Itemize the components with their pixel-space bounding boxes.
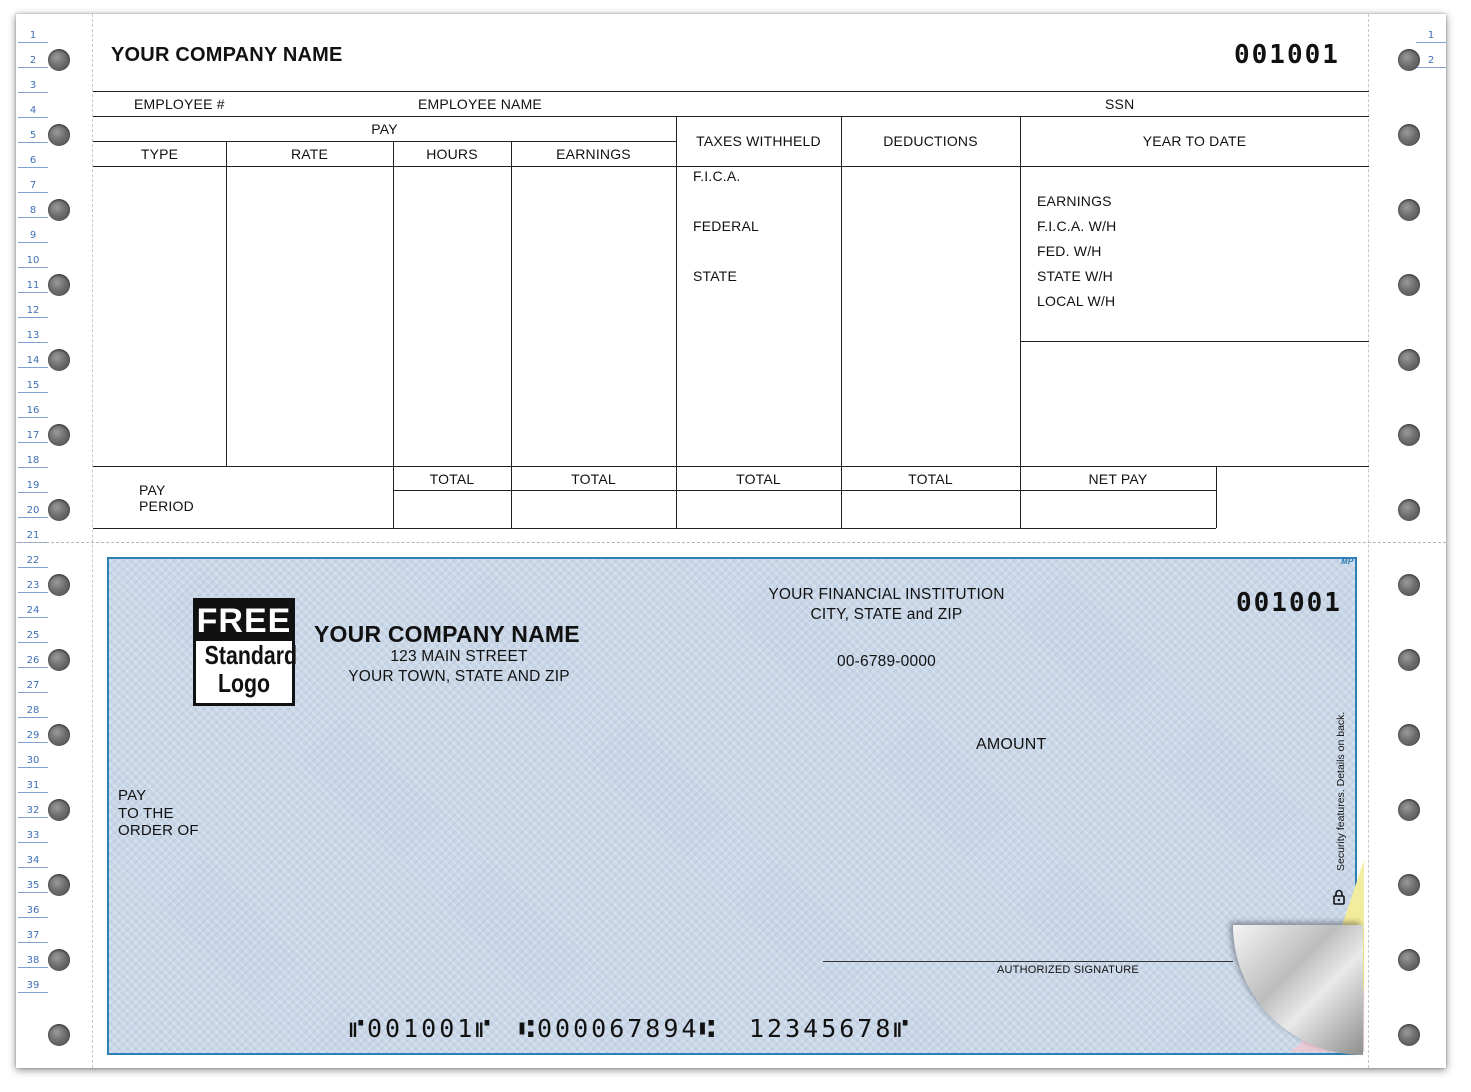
line-number: 23 <box>18 580 48 593</box>
line-number: 20 <box>18 505 48 518</box>
year-to-date-header: YEAR TO DATE <box>1142 133 1247 149</box>
type-column-header: TYPE <box>140 146 179 162</box>
pay-period-label-line2: PERIOD <box>139 498 194 514</box>
line-number: 9 <box>18 230 48 243</box>
rate-column-header: RATE <box>290 146 329 162</box>
order-of-label: ORDER OF <box>118 822 199 839</box>
signature-line <box>823 961 1233 962</box>
taxes-total-label: TOTAL <box>736 471 781 487</box>
stub-col-divider <box>511 141 512 528</box>
tractor-hole <box>48 1024 70 1046</box>
tractor-hole <box>48 874 70 896</box>
pay-label: PAY <box>118 787 147 804</box>
earnings-total-label: TOTAL <box>571 471 616 487</box>
pay-group-label: PAY <box>371 121 398 137</box>
security-features-text: Security features. Details on back. <box>1335 711 1347 871</box>
stub-rule <box>93 466 1369 467</box>
line-number: 11 <box>18 280 48 293</box>
earnings-column-header: EARNINGS <box>556 146 631 162</box>
stub-rule <box>1020 341 1369 342</box>
line-number: 6 <box>18 155 48 168</box>
routing-fraction: 00-6789-0000 <box>837 653 936 670</box>
stub-col-divider <box>676 116 677 528</box>
line-number: 4 <box>18 105 48 118</box>
line-number: 16 <box>18 405 48 418</box>
line-number: 39 <box>18 980 48 993</box>
tractor-hole <box>1398 1024 1420 1046</box>
logo-logo-text: Logo <box>217 668 271 698</box>
ssn-label: SSN <box>1105 96 1135 112</box>
deductions-header: DEDUCTIONS <box>883 133 978 149</box>
tractor-hole <box>48 199 70 221</box>
hours-total-label: TOTAL <box>429 471 475 487</box>
tractor-hole <box>1398 49 1420 71</box>
logo-free-text: FREE <box>196 602 292 640</box>
line-number: 2 <box>1416 55 1446 68</box>
line-number: 27 <box>18 680 48 693</box>
stub-rule <box>93 91 1369 92</box>
line-number: 30 <box>18 755 48 768</box>
line-number: 13 <box>18 330 48 343</box>
stub-rule <box>393 490 1216 491</box>
taxes-withheld-header: TAXES WITHHELD <box>696 133 821 149</box>
line-number: 31 <box>18 780 48 793</box>
tractor-hole <box>48 349 70 371</box>
tractor-hole <box>48 574 70 596</box>
tractor-hole <box>1398 199 1420 221</box>
tractor-hole <box>1398 349 1420 371</box>
check-body <box>107 557 1357 1055</box>
mp-mark: MP <box>1341 557 1354 566</box>
stub-rule <box>93 141 676 142</box>
tax-item: F.I.C.A. <box>693 168 741 184</box>
tractor-hole <box>1398 499 1420 521</box>
line-number: 18 <box>18 455 48 468</box>
line-number: 36 <box>18 905 48 918</box>
ytd-item: EARNINGS <box>1037 193 1112 209</box>
tractor-hole <box>48 949 70 971</box>
stub-col-divider <box>1216 466 1217 528</box>
stub-company-name: YOUR COMPANY NAME <box>111 44 343 66</box>
tax-item: FEDERAL <box>693 218 759 234</box>
tractor-hole <box>48 799 70 821</box>
deductions-total-label: TOTAL <box>908 471 953 487</box>
to-the-label: TO THE <box>118 805 174 822</box>
tax-item: STATE <box>693 268 738 284</box>
stub-check-number: 001001 <box>1234 40 1340 70</box>
line-number: 14 <box>18 355 48 368</box>
check-number: 001001 <box>1236 588 1342 618</box>
tractor-hole <box>48 274 70 296</box>
employee-number-label: EMPLOYEE # <box>134 96 225 112</box>
ytd-item: FED. W/H <box>1037 243 1102 259</box>
tractor-hole <box>1398 574 1420 596</box>
line-number: 7 <box>18 180 48 193</box>
line-number: 21 <box>18 530 48 543</box>
stub-col-divider <box>841 116 842 528</box>
line-number: 22 <box>18 555 48 568</box>
micr-check-number: ⑈001001⑈ <box>349 1014 494 1043</box>
stub-col-divider <box>226 141 227 466</box>
bank-city: CITY, STATE and ZIP <box>810 606 963 623</box>
line-number: 25 <box>18 630 48 643</box>
line-number: 3 <box>18 80 48 93</box>
perforation-line <box>16 542 1446 543</box>
stub-rule <box>93 528 1216 529</box>
net-pay-label: NET PAY <box>1088 471 1148 487</box>
ytd-item: F.I.C.A. W/H <box>1037 218 1117 234</box>
tractor-hole <box>48 724 70 746</box>
tractor-hole <box>1398 124 1420 146</box>
ytd-item: STATE W/H <box>1037 268 1113 284</box>
line-number: 8 <box>18 205 48 218</box>
stub-rule <box>93 166 1369 167</box>
tractor-hole <box>1398 424 1420 446</box>
pay-period-label: PAY <box>139 482 166 498</box>
lock-icon <box>1333 889 1345 905</box>
check-company-name: YOUR COMPANY NAME <box>314 621 580 647</box>
line-number: 2 <box>18 55 48 68</box>
tractor-hole <box>1398 874 1420 896</box>
tractor-hole <box>1398 649 1420 671</box>
tractor-hole <box>1398 799 1420 821</box>
micr-account-number: 12345678⑈ <box>749 1014 912 1043</box>
company-town: YOUR TOWN, STATE AND ZIP <box>348 668 570 685</box>
line-number: 28 <box>18 705 48 718</box>
line-number: 12 <box>18 305 48 318</box>
line-number: 15 <box>18 380 48 393</box>
standard-logo <box>193 598 298 706</box>
line-number: 34 <box>18 855 48 868</box>
signature-label: AUTHORIZED SIGNATURE <box>997 964 1139 976</box>
stub-col-divider <box>393 141 394 528</box>
tractor-hole <box>1398 949 1420 971</box>
employee-name-label: EMPLOYEE NAME <box>418 96 542 112</box>
line-number: 24 <box>18 605 48 618</box>
line-number: 29 <box>18 730 48 743</box>
tractor-hole <box>48 424 70 446</box>
logo-standard-text: Standard <box>204 640 298 670</box>
company-street: 123 MAIN STREET <box>390 648 528 665</box>
tractor-hole <box>48 49 70 71</box>
line-number: 26 <box>18 655 48 668</box>
line-number: 10 <box>18 255 48 268</box>
tractor-hole <box>1398 724 1420 746</box>
hours-column-header: HOURS <box>426 146 478 162</box>
bank-name: YOUR FINANCIAL INSTITUTION <box>768 586 1005 603</box>
line-number: 1 <box>1416 30 1446 43</box>
amount-label: AMOUNT <box>976 736 1047 753</box>
micr-routing-number: ⑆000067894⑆ <box>519 1014 718 1043</box>
ytd-item: LOCAL W/H <box>1037 293 1116 309</box>
left-tractor-edge <box>92 14 93 1068</box>
line-number: 33 <box>18 830 48 843</box>
stub-col-divider <box>1020 116 1021 528</box>
tractor-hole <box>48 499 70 521</box>
tractor-hole <box>1398 274 1420 296</box>
line-number: 19 <box>18 480 48 493</box>
tractor-hole <box>48 649 70 671</box>
line-number: 1 <box>18 30 48 43</box>
line-number: 37 <box>18 930 48 943</box>
right-tractor-edge <box>1368 14 1369 1068</box>
line-number: 38 <box>18 955 48 968</box>
line-number: 5 <box>18 130 48 143</box>
stub-rule <box>93 116 1369 117</box>
line-number: 17 <box>18 430 48 443</box>
line-number: 32 <box>18 805 48 818</box>
line-number: 35 <box>18 880 48 893</box>
tractor-hole <box>48 124 70 146</box>
